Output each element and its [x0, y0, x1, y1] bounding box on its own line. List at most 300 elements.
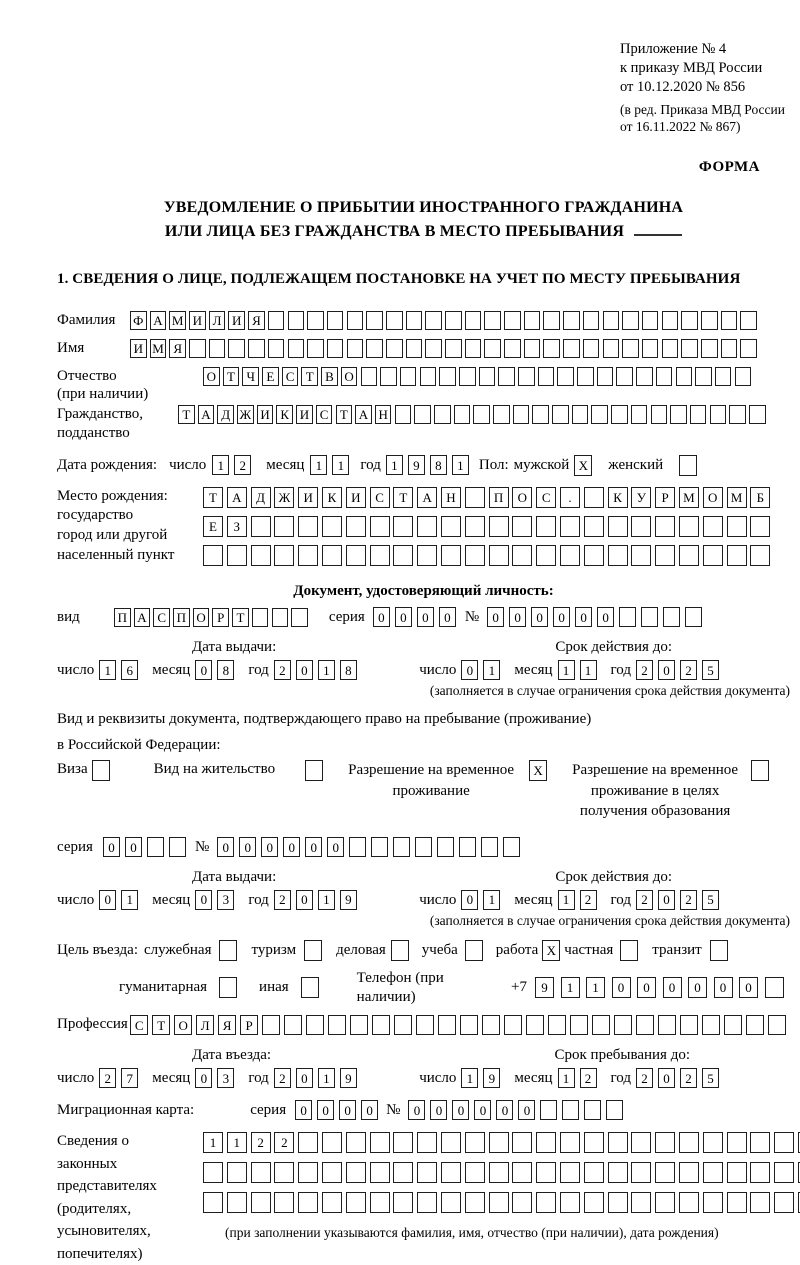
- char-box[interactable]: [346, 516, 366, 537]
- char-box[interactable]: [439, 367, 456, 386]
- char-box[interactable]: [583, 311, 600, 330]
- char-box[interactable]: [441, 1162, 461, 1183]
- char-box[interactable]: [498, 367, 515, 386]
- char-box[interactable]: [288, 339, 305, 358]
- char-box[interactable]: [584, 1132, 604, 1153]
- char-box[interactable]: 8: [217, 660, 234, 680]
- char-box[interactable]: [386, 311, 403, 330]
- char-box[interactable]: [727, 1162, 747, 1183]
- char-box[interactable]: А: [355, 405, 372, 424]
- char-box[interactable]: [274, 1192, 294, 1213]
- char-box[interactable]: Т: [301, 367, 318, 386]
- char-box[interactable]: С: [370, 487, 390, 508]
- char-box[interactable]: 2: [274, 1068, 291, 1088]
- char-box[interactable]: 0: [195, 890, 212, 910]
- char-box[interactable]: [438, 1015, 456, 1035]
- char-box[interactable]: [465, 487, 485, 508]
- char-box[interactable]: 0: [361, 1100, 378, 1120]
- char-box[interactable]: 0: [339, 1100, 356, 1120]
- char-box[interactable]: 0: [688, 977, 707, 998]
- char-box[interactable]: [512, 545, 532, 566]
- char-box[interactable]: [513, 405, 530, 424]
- char-box[interactable]: [584, 1192, 604, 1213]
- char-box[interactable]: [307, 339, 324, 358]
- char-box[interactable]: [750, 1162, 770, 1183]
- char-box[interactable]: [560, 1192, 580, 1213]
- char-box[interactable]: 0: [658, 890, 675, 910]
- char-box[interactable]: 8: [430, 455, 447, 475]
- char-box[interactable]: С: [536, 487, 556, 508]
- char-box[interactable]: 0: [296, 890, 313, 910]
- char-box[interactable]: Я: [248, 311, 265, 330]
- char-box[interactable]: [570, 1015, 588, 1035]
- char-box[interactable]: [304, 940, 322, 961]
- char-box[interactable]: [371, 837, 388, 857]
- char-box[interactable]: 0: [99, 890, 116, 910]
- char-box[interactable]: [288, 311, 305, 330]
- char-box[interactable]: 2: [99, 1068, 116, 1088]
- char-box[interactable]: [651, 405, 668, 424]
- char-box[interactable]: [252, 608, 269, 627]
- char-box[interactable]: А: [150, 311, 167, 330]
- char-box[interactable]: Т: [152, 1015, 170, 1035]
- char-box[interactable]: 1: [461, 1068, 478, 1088]
- char-box[interactable]: 0: [714, 977, 733, 998]
- char-box[interactable]: [284, 1015, 302, 1035]
- char-box[interactable]: [749, 405, 766, 424]
- char-box[interactable]: [437, 837, 454, 857]
- char-box[interactable]: [328, 1015, 346, 1035]
- char-box[interactable]: 0: [295, 1100, 312, 1120]
- char-box[interactable]: [346, 1132, 366, 1153]
- char-box[interactable]: 0: [395, 607, 412, 627]
- char-box[interactable]: [591, 405, 608, 424]
- char-box[interactable]: [685, 607, 702, 627]
- char-box[interactable]: X: [574, 455, 592, 476]
- char-box[interactable]: [504, 339, 521, 358]
- char-box[interactable]: [425, 339, 442, 358]
- char-box[interactable]: 1: [310, 455, 327, 475]
- char-box[interactable]: [493, 405, 510, 424]
- char-box[interactable]: [347, 339, 364, 358]
- char-box[interactable]: 0: [518, 1100, 535, 1120]
- char-box[interactable]: [703, 1192, 723, 1213]
- char-box[interactable]: [560, 545, 580, 566]
- char-box[interactable]: Н: [441, 487, 461, 508]
- char-box[interactable]: Т: [336, 405, 353, 424]
- char-box[interactable]: 0: [452, 1100, 469, 1120]
- char-box[interactable]: О: [341, 367, 358, 386]
- char-box[interactable]: [370, 1162, 390, 1183]
- char-box[interactable]: [616, 367, 633, 386]
- char-box[interactable]: Л: [209, 311, 226, 330]
- char-box[interactable]: [274, 516, 294, 537]
- char-box[interactable]: [740, 311, 757, 330]
- char-box[interactable]: [774, 1192, 794, 1213]
- char-box[interactable]: [608, 1132, 628, 1153]
- char-box[interactable]: И: [130, 339, 147, 358]
- char-box[interactable]: X: [542, 940, 560, 961]
- char-box[interactable]: [489, 545, 509, 566]
- char-box[interactable]: [386, 339, 403, 358]
- char-box[interactable]: [227, 545, 247, 566]
- char-box[interactable]: 1: [203, 1132, 223, 1153]
- char-box[interactable]: [406, 339, 423, 358]
- char-box[interactable]: [169, 837, 186, 857]
- char-box[interactable]: [631, 1162, 651, 1183]
- char-box[interactable]: [305, 760, 323, 781]
- char-box[interactable]: [393, 545, 413, 566]
- char-box[interactable]: 2: [636, 660, 653, 680]
- char-box[interactable]: [663, 607, 680, 627]
- char-box[interactable]: [622, 339, 639, 358]
- char-box[interactable]: С: [153, 608, 170, 627]
- char-box[interactable]: И: [189, 311, 206, 330]
- char-box[interactable]: [414, 405, 431, 424]
- char-box[interactable]: [642, 339, 659, 358]
- char-box[interactable]: [251, 516, 271, 537]
- char-box[interactable]: [608, 545, 628, 566]
- char-box[interactable]: [636, 367, 653, 386]
- char-box[interactable]: [563, 339, 580, 358]
- char-box[interactable]: [710, 405, 727, 424]
- char-box[interactable]: [322, 516, 342, 537]
- char-box[interactable]: [484, 311, 501, 330]
- char-box[interactable]: [608, 516, 628, 537]
- char-box[interactable]: [765, 977, 784, 998]
- char-box[interactable]: [291, 608, 308, 627]
- char-box[interactable]: [147, 837, 164, 857]
- char-box[interactable]: [584, 516, 604, 537]
- char-box[interactable]: [703, 516, 723, 537]
- char-box[interactable]: Ч: [242, 367, 259, 386]
- char-box[interactable]: 3: [217, 1068, 234, 1088]
- char-box[interactable]: [417, 1192, 437, 1213]
- char-box[interactable]: 2: [680, 660, 697, 680]
- char-box[interactable]: М: [727, 487, 747, 508]
- char-box[interactable]: [346, 1162, 366, 1183]
- char-box[interactable]: [676, 367, 693, 386]
- char-box[interactable]: [395, 405, 412, 424]
- char-box[interactable]: [552, 405, 569, 424]
- char-box[interactable]: [248, 339, 265, 358]
- char-box[interactable]: [361, 367, 378, 386]
- char-box[interactable]: [366, 311, 383, 330]
- char-box[interactable]: [518, 367, 535, 386]
- char-box[interactable]: [512, 1162, 532, 1183]
- char-box[interactable]: 0: [509, 607, 526, 627]
- char-box[interactable]: 0: [461, 890, 478, 910]
- char-box[interactable]: [721, 339, 738, 358]
- char-box[interactable]: [189, 339, 206, 358]
- char-box[interactable]: [504, 311, 521, 330]
- char-box[interactable]: 0: [461, 660, 478, 680]
- char-box[interactable]: И: [257, 405, 274, 424]
- char-box[interactable]: [393, 1192, 413, 1213]
- char-box[interactable]: 1: [386, 455, 403, 475]
- char-box[interactable]: 2: [680, 890, 697, 910]
- char-box[interactable]: А: [198, 405, 215, 424]
- char-box[interactable]: М: [150, 339, 167, 358]
- char-box[interactable]: X: [529, 760, 547, 781]
- char-box[interactable]: [631, 516, 651, 537]
- char-box[interactable]: [445, 311, 462, 330]
- char-box[interactable]: 2: [636, 1068, 653, 1088]
- char-box[interactable]: [729, 405, 746, 424]
- char-box[interactable]: [532, 405, 549, 424]
- char-box[interactable]: [349, 837, 366, 857]
- char-box[interactable]: [563, 311, 580, 330]
- char-box[interactable]: [526, 1015, 544, 1035]
- char-box[interactable]: Б: [750, 487, 770, 508]
- char-box[interactable]: О: [203, 367, 220, 386]
- char-box[interactable]: [658, 1015, 676, 1035]
- char-box[interactable]: [420, 367, 437, 386]
- char-box[interactable]: 7: [121, 1068, 138, 1088]
- char-box[interactable]: 0: [239, 837, 256, 857]
- char-box[interactable]: Д: [217, 405, 234, 424]
- char-box[interactable]: [536, 1132, 556, 1153]
- char-box[interactable]: [346, 545, 366, 566]
- char-box[interactable]: [393, 1132, 413, 1153]
- char-box[interactable]: [306, 1015, 324, 1035]
- char-box[interactable]: [715, 367, 732, 386]
- char-box[interactable]: Т: [232, 608, 249, 627]
- char-box[interactable]: [603, 339, 620, 358]
- char-box[interactable]: [592, 1015, 610, 1035]
- char-box[interactable]: 1: [99, 660, 116, 680]
- char-box[interactable]: [680, 1015, 698, 1035]
- char-box[interactable]: [614, 1015, 632, 1035]
- char-box[interactable]: [727, 1192, 747, 1213]
- char-box[interactable]: [703, 545, 723, 566]
- char-box[interactable]: [298, 545, 318, 566]
- char-box[interactable]: [489, 1192, 509, 1213]
- char-box[interactable]: [417, 1132, 437, 1153]
- char-box[interactable]: [750, 1132, 770, 1153]
- char-box[interactable]: 0: [195, 1068, 212, 1088]
- char-box[interactable]: [393, 1162, 413, 1183]
- char-box[interactable]: [681, 311, 698, 330]
- char-box[interactable]: И: [346, 487, 366, 508]
- char-box[interactable]: К: [276, 405, 293, 424]
- char-box[interactable]: [543, 339, 560, 358]
- char-box[interactable]: [655, 516, 675, 537]
- char-box[interactable]: [577, 367, 594, 386]
- char-box[interactable]: 0: [125, 837, 142, 857]
- char-box[interactable]: [274, 545, 294, 566]
- char-box[interactable]: [272, 608, 289, 627]
- char-box[interactable]: [750, 545, 770, 566]
- char-box[interactable]: 1: [483, 660, 500, 680]
- char-box[interactable]: [703, 1132, 723, 1153]
- char-box[interactable]: 1: [580, 660, 597, 680]
- char-box[interactable]: [482, 1015, 500, 1035]
- char-box[interactable]: [679, 1162, 699, 1183]
- char-box[interactable]: [750, 1192, 770, 1213]
- char-box[interactable]: [679, 1192, 699, 1213]
- char-box[interactable]: [454, 405, 471, 424]
- char-box[interactable]: 0: [658, 1068, 675, 1088]
- char-box[interactable]: 1: [558, 660, 575, 680]
- char-box[interactable]: [735, 367, 752, 386]
- char-box[interactable]: 2: [251, 1132, 271, 1153]
- char-box[interactable]: 0: [531, 607, 548, 627]
- char-box[interactable]: [662, 339, 679, 358]
- char-box[interactable]: [636, 1015, 654, 1035]
- char-box[interactable]: [642, 311, 659, 330]
- char-box[interactable]: [489, 1162, 509, 1183]
- char-box[interactable]: О: [193, 608, 210, 627]
- char-box[interactable]: 3: [217, 890, 234, 910]
- char-box[interactable]: [465, 339, 482, 358]
- char-box[interactable]: 9: [340, 890, 357, 910]
- char-box[interactable]: Т: [203, 487, 223, 508]
- char-box[interactable]: [655, 1132, 675, 1153]
- char-box[interactable]: [465, 545, 485, 566]
- char-box[interactable]: [557, 367, 574, 386]
- char-box[interactable]: П: [173, 608, 190, 627]
- char-box[interactable]: [322, 1162, 342, 1183]
- char-box[interactable]: Я: [218, 1015, 236, 1035]
- char-box[interactable]: [536, 1162, 556, 1183]
- char-box[interactable]: 6: [121, 660, 138, 680]
- char-box[interactable]: [251, 1192, 271, 1213]
- char-box[interactable]: [228, 339, 245, 358]
- char-box[interactable]: [670, 405, 687, 424]
- char-box[interactable]: 0: [487, 607, 504, 627]
- char-box[interactable]: [727, 1132, 747, 1153]
- char-box[interactable]: П: [489, 487, 509, 508]
- char-box[interactable]: 0: [217, 837, 234, 857]
- char-box[interactable]: [459, 367, 476, 386]
- char-box[interactable]: [750, 516, 770, 537]
- char-box[interactable]: 0: [327, 837, 344, 857]
- char-box[interactable]: [322, 1192, 342, 1213]
- char-box[interactable]: С: [282, 367, 299, 386]
- char-box[interactable]: 2: [636, 890, 653, 910]
- char-box[interactable]: [524, 339, 541, 358]
- char-box[interactable]: 0: [474, 1100, 491, 1120]
- char-box[interactable]: [298, 1132, 318, 1153]
- char-box[interactable]: [679, 516, 699, 537]
- char-box[interactable]: 0: [195, 660, 212, 680]
- char-box[interactable]: И: [296, 405, 313, 424]
- char-box[interactable]: 1: [227, 1132, 247, 1153]
- char-box[interactable]: А: [417, 487, 437, 508]
- char-box[interactable]: А: [227, 487, 247, 508]
- char-box[interactable]: [536, 545, 556, 566]
- char-box[interactable]: Т: [178, 405, 195, 424]
- char-box[interactable]: [347, 311, 364, 330]
- char-box[interactable]: [679, 1132, 699, 1153]
- char-box[interactable]: [679, 545, 699, 566]
- char-box[interactable]: [774, 1162, 794, 1183]
- char-box[interactable]: [301, 977, 319, 998]
- char-box[interactable]: К: [608, 487, 628, 508]
- char-box[interactable]: К: [322, 487, 342, 508]
- char-box[interactable]: [584, 1162, 604, 1183]
- char-box[interactable]: 0: [408, 1100, 425, 1120]
- char-box[interactable]: [584, 487, 604, 508]
- char-box[interactable]: [679, 455, 697, 476]
- char-box[interactable]: [298, 1162, 318, 1183]
- char-box[interactable]: [606, 1100, 623, 1120]
- char-box[interactable]: [512, 1192, 532, 1213]
- char-box[interactable]: [465, 516, 485, 537]
- char-box[interactable]: 2: [274, 890, 291, 910]
- char-box[interactable]: [465, 311, 482, 330]
- char-box[interactable]: 5: [702, 660, 719, 680]
- char-box[interactable]: 0: [103, 837, 120, 857]
- char-box[interactable]: 1: [586, 977, 605, 998]
- char-box[interactable]: З: [227, 516, 247, 537]
- char-box[interactable]: [631, 1132, 651, 1153]
- char-box[interactable]: 1: [318, 1068, 335, 1088]
- char-box[interactable]: [503, 837, 520, 857]
- char-box[interactable]: [465, 1162, 485, 1183]
- char-box[interactable]: [393, 516, 413, 537]
- char-box[interactable]: 0: [597, 607, 614, 627]
- char-box[interactable]: [425, 311, 442, 330]
- char-box[interactable]: [268, 311, 285, 330]
- char-box[interactable]: [655, 1162, 675, 1183]
- char-box[interactable]: [370, 545, 390, 566]
- char-box[interactable]: В: [321, 367, 338, 386]
- char-box[interactable]: Ж: [274, 487, 294, 508]
- char-box[interactable]: [322, 1132, 342, 1153]
- char-box[interactable]: [473, 405, 490, 424]
- char-box[interactable]: 0: [739, 977, 758, 998]
- char-box[interactable]: [631, 1192, 651, 1213]
- char-box[interactable]: 0: [296, 1068, 313, 1088]
- char-box[interactable]: И: [228, 311, 245, 330]
- char-box[interactable]: [619, 607, 636, 627]
- char-box[interactable]: Е: [203, 516, 223, 537]
- char-box[interactable]: [298, 516, 318, 537]
- char-box[interactable]: 0: [283, 837, 300, 857]
- char-box[interactable]: [721, 311, 738, 330]
- char-box[interactable]: [727, 545, 747, 566]
- char-box[interactable]: [370, 1132, 390, 1153]
- char-box[interactable]: [655, 545, 675, 566]
- char-box[interactable]: [512, 1132, 532, 1153]
- char-box[interactable]: Н: [375, 405, 392, 424]
- char-box[interactable]: Е: [262, 367, 279, 386]
- char-box[interactable]: [543, 311, 560, 330]
- char-box[interactable]: [489, 1132, 509, 1153]
- char-box[interactable]: 0: [575, 607, 592, 627]
- char-box[interactable]: Д: [251, 487, 271, 508]
- char-box[interactable]: 1: [212, 455, 229, 475]
- char-box[interactable]: [562, 1100, 579, 1120]
- char-box[interactable]: [441, 545, 461, 566]
- char-box[interactable]: [307, 311, 324, 330]
- char-box[interactable]: [274, 1162, 294, 1183]
- char-box[interactable]: [327, 339, 344, 358]
- char-box[interactable]: [489, 516, 509, 537]
- char-box[interactable]: А: [134, 608, 151, 627]
- char-box[interactable]: [92, 760, 110, 781]
- char-box[interactable]: 0: [439, 607, 456, 627]
- char-box[interactable]: [327, 311, 344, 330]
- char-box[interactable]: Р: [212, 608, 229, 627]
- char-box[interactable]: [560, 1162, 580, 1183]
- char-box[interactable]: [622, 311, 639, 330]
- char-box[interactable]: [484, 339, 501, 358]
- char-box[interactable]: [209, 339, 226, 358]
- char-box[interactable]: 2: [580, 890, 597, 910]
